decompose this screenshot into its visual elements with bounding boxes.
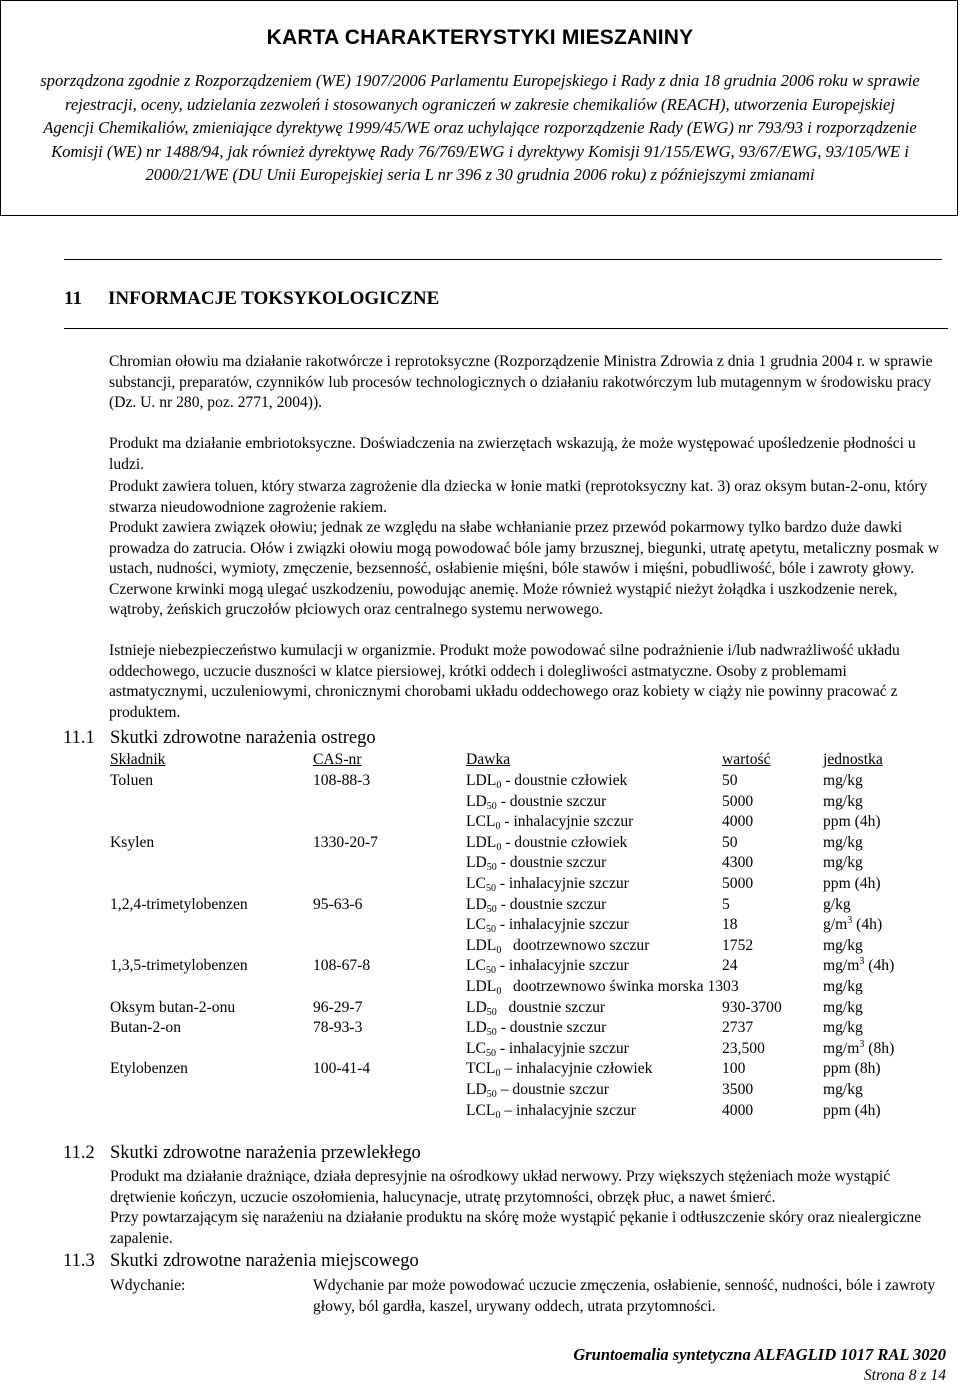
dose-type: LDL — [466, 833, 497, 851]
dose-type: LD — [466, 1019, 487, 1037]
dose-type: LC — [466, 916, 486, 934]
unit-cell — [823, 792, 863, 812]
dose-subscript: 0 — [496, 944, 502, 956]
dose-route: - inhalacyjnie szczur — [500, 813, 634, 831]
unit-cell — [823, 853, 863, 873]
dose-subscript: 50 — [485, 883, 496, 894]
unit-text: ppm (4h) — [823, 875, 881, 892]
subsection-title: Skutki zdrowotne narażenia ostrego — [110, 728, 376, 748]
unit-cell — [823, 833, 863, 853]
section-title: INFORMACJE TOKSYKOLOGICZNE — [108, 288, 440, 309]
cas-cell: 95-63-6 — [313, 895, 363, 913]
dose-route: - doustnie człowiek — [501, 772, 628, 789]
dose-subscript: 0 — [495, 821, 501, 833]
dose-cell — [466, 771, 627, 793]
dose-route: - doustnie szczur — [496, 792, 607, 810]
dose-route: - doustnie człowiek — [501, 833, 628, 851]
dose-subscript: 50 — [485, 924, 496, 936]
dose-route: - doustnie szczur — [496, 854, 607, 872]
dose-cell — [466, 895, 606, 917]
dose-cell — [466, 1080, 609, 1102]
dose-cell — [466, 956, 629, 978]
dose-cell — [466, 936, 649, 958]
unit-cell — [823, 915, 882, 937]
header-value: wartość — [722, 751, 771, 768]
unit-text: ppm (4h) — [823, 813, 881, 831]
unit-text: mg/kg — [823, 1081, 863, 1098]
dose-route: - inhalacyjnie szczur — [495, 875, 629, 892]
value-cell: 4000 — [722, 1101, 754, 1119]
dose-cell — [466, 792, 606, 814]
value-cell: 1752 — [722, 936, 754, 954]
unit-text: g/m — [823, 916, 848, 934]
dose-type: LCL — [466, 813, 496, 831]
unit-duration: (4h) — [864, 957, 895, 975]
dose-type: LDL — [466, 936, 497, 954]
dose-cell — [466, 853, 606, 875]
dose-subscript: 0 — [496, 841, 502, 853]
header-unit: jednostka — [823, 751, 883, 768]
subsection-number: 11.1 — [63, 728, 95, 748]
paragraph-accumulation: Istnieje niebezpieczeństwo kumulacji w organizmie. Produkt może powodować silne podrażnienie i/lub nadwrażliwość układu oddechowego, uczucie duszności w klatce piersiowej, krótki oddech i dolegliwości astmatyczne. Osoby z problemami astmatycznymi, uczuleniowymi, chronicznymi chorobami układu oddechowego oraz kobiety w ciąży nie powinny pracować z produktem. — [109, 642, 900, 721]
dose-type: LD — [466, 998, 487, 1016]
unit-text: mg/kg — [823, 772, 863, 789]
component-cell: Toluen — [110, 772, 154, 789]
dose-type: LD — [466, 854, 487, 872]
header-dose: Dawka — [466, 751, 511, 768]
section-top-rule — [64, 259, 942, 260]
dose-route: - inhalacyjnie szczur — [495, 916, 629, 934]
dose-cell — [466, 1101, 636, 1123]
value-cell: 23,500 — [722, 1039, 765, 1057]
component-cell: 1,3,5-trimetylobenzen — [110, 957, 248, 975]
paragraph-toluene: Produkt zawiera toluen, który stwarza zagrożenie dla dziecka w łonie matki (reprotoksyczny kat. 3) oraz oksym butan-2-onu, który stwarza nieudowodnione zagrożenie rakiem. — [109, 478, 928, 516]
dose-route: – doustnie szczur — [496, 1081, 609, 1098]
dose-subscript: 50 — [485, 965, 496, 977]
dose-cell — [466, 833, 627, 855]
unit-text: mg/m — [823, 957, 860, 975]
unit-cell — [823, 874, 881, 894]
dose-cell — [466, 1039, 629, 1061]
dose-route: – inhalacyjnie szczur — [500, 1101, 636, 1119]
unit-text: mg/kg — [823, 998, 863, 1016]
dose-route: - doustnie szczur — [496, 1019, 607, 1037]
unit-text: mg/kg — [823, 978, 863, 995]
dose-cell — [466, 977, 739, 999]
dose-subscript: 50 — [485, 1047, 496, 1059]
regulation-subtitle: sporządzona zgodnie z Rozporządzeniem (WE) 1907/2006 Parlamentu Europejskiego i Rady z dnia 18 grudnia 2006 roku w sprawie rejestracji, oceny, udzielania zezwoleń i stosowanych ograniczeń w zakresie chemikaliów (REACH), utworzenia Europejskiej Agencji Chemikaliów, zmieniające dyrektywę 1999/45/WE oraz uchylające rozporządzenie Rady (EWG) nr 793/93 i rozporządzenie Komisji (WE) nr 1488/94, jak również dyrektywę Rady 76/769/EWG i dyrektywy Komisji 91/155/EWG, 93/67/EWG, 93/105/WE i 2000/21/WE (DU Unii Europejskiej seria L nr 396 z 30 grudnia 2006 roku) z późniejszymi zmianami — [40, 71, 920, 184]
dose-type: LC — [466, 957, 486, 975]
dose-cell — [466, 1059, 652, 1081]
unit-cell — [823, 977, 863, 997]
paragraph-embryotoxic: Produkt ma działanie embriotoksyczne. Doświadczenia na zwierzętach wskazują, że może występować upośledzenie płodności u ludzi. — [109, 435, 916, 473]
dose-cell — [466, 998, 605, 1020]
unit-cell — [823, 936, 863, 956]
dose-subscript: 50 — [486, 1089, 497, 1100]
dose-type: LD — [466, 792, 487, 810]
cas-cell: 100-41-4 — [313, 1060, 371, 1078]
unit-cell — [823, 812, 881, 832]
document-title: KARTA CHARAKTERYSTYKI MIESZANINY — [266, 26, 694, 49]
dose-type: LDL — [466, 772, 497, 789]
value-cell: 50 — [722, 772, 738, 789]
unit-cell — [823, 1039, 894, 1061]
component-cell: 1,2,4-trimetylobenzen — [110, 895, 248, 913]
footer-product-name: Gruntoemalia syntetyczna ALFAGLID 1017 RAL 3020 — [573, 1345, 946, 1364]
unit-cell — [823, 1059, 881, 1079]
dose-subscript: 50 — [486, 1027, 497, 1039]
header-component: Składnik — [110, 751, 166, 768]
inhalation-label: Wdychanie: — [110, 1277, 186, 1294]
value-cell: 4300 — [722, 854, 754, 872]
unit-superscript: 3 — [859, 1038, 865, 1050]
inhalation-text: Wdychanie par może powodować uczucie zmęczenia, osłabienie, senność, nudności, bóle i zawroty głowy, ból gardła, kaszel, urywany oddech, utrata przytomności. — [313, 1277, 936, 1315]
dose-type: LCL — [466, 1101, 496, 1119]
dose-type: LDL — [466, 978, 497, 995]
dose-subscript: 50 — [486, 800, 497, 812]
unit-text: mg/kg — [823, 833, 863, 851]
dose-subscript: 0 — [495, 1109, 501, 1121]
component-cell: Oksym butan-2-onu — [110, 998, 236, 1016]
dose-subscript: 0 — [496, 986, 502, 997]
dose-type: LD — [466, 895, 487, 913]
header-cas: CAS-nr — [313, 751, 362, 768]
value-cell: 5 — [722, 895, 730, 913]
dose-subscript: 0 — [495, 1068, 501, 1080]
dose-route: - inhalacyjnie szczur — [495, 1039, 629, 1057]
dose-cell — [466, 812, 633, 834]
dose-cell — [466, 874, 629, 896]
unit-text: mg/kg — [823, 936, 863, 954]
unit-text: mg/kg — [823, 1019, 863, 1037]
dose-type: LD — [466, 1081, 487, 1098]
unit-text: mg/kg — [823, 792, 863, 810]
value-cell: 2737 — [722, 1019, 754, 1037]
dose-route: dootrzewnowo świnka morska 1303 — [501, 978, 739, 995]
cas-cell: 78-93-3 — [313, 1019, 363, 1037]
section-number: 11 — [64, 288, 82, 309]
cas-cell: 1330-20-7 — [313, 833, 378, 851]
dose-type: LC — [466, 1039, 486, 1057]
dose-cell — [466, 915, 629, 937]
dose-route: dootrzewnowo szczur — [501, 936, 650, 954]
unit-text: ppm (8h) — [823, 1060, 881, 1078]
paragraph-chronic-effects: Produkt ma działanie drażniące, działa depresyjnie na ośrodkowy układ nerwowy. Przy większych stężeniach może wystąpić drętwienie kończyn, uczucie oszołomienia, halucynacje, utratę przytomności, obrzęk płuc, a nawet śmierć. — [110, 1168, 891, 1206]
dose-type: TCL — [466, 1060, 496, 1078]
unit-text: g/kg — [823, 895, 851, 913]
unit-cell — [823, 1018, 863, 1038]
cas-cell: 108-88-3 — [313, 772, 371, 789]
value-cell: 50 — [722, 833, 738, 851]
dose-route: – inhalacyjnie człowiek — [500, 1060, 653, 1078]
component-cell: Ksylen — [110, 833, 155, 851]
unit-cell — [823, 956, 894, 978]
cas-cell: 96-29-7 — [313, 998, 363, 1016]
paragraph-lead-compounds: Produkt zawiera związek ołowiu; jednak ze względu na słabe wchłanianie przez przewód pokarmowy tylko bardzo duże dawki prowadza do zatrucia. Ołów i związki ołowiu mogą powodować bóle jamy brzusznej, biegunki, utratę apetytu, metaliczny posmak w ustach, nudności, wymioty, zmęczenie, bezsenność, osłabienie mięśni, bóle stawów i mięśni, pobudliwość, bóle i zawroty głowy. Czerwone krwinki mogą ulegać uszkodzeniu, powodując anemię. Może również wystąpić nieżyt żołądka i uszkodzenie nerek, wątroby, żeńskich gruczołów płciowych oraz centralnego systemu nerwowego. — [109, 519, 940, 618]
unit-text: ppm (4h) — [823, 1101, 881, 1119]
unit-cell — [823, 771, 863, 791]
subsection-number: 11.2 — [63, 1143, 95, 1163]
dose-cell — [466, 1018, 606, 1040]
cas-cell: 108-67-8 — [313, 957, 371, 975]
dose-subscript: 50 — [486, 1006, 497, 1018]
unit-text: mg/m — [823, 1039, 860, 1057]
dose-route: - inhalacyjnie szczur — [495, 957, 629, 975]
subsection-number: 11.3 — [63, 1251, 95, 1271]
value-cell: 18 — [722, 916, 738, 934]
unit-superscript: 3 — [847, 915, 853, 927]
value-cell: 24 — [722, 957, 738, 975]
dose-subscript: 50 — [486, 862, 497, 874]
value-cell: 4000 — [722, 813, 754, 831]
value-cell: 3500 — [722, 1081, 754, 1098]
footer-page-number: Strona 8 z 14 — [863, 1367, 946, 1384]
value-cell: 100 — [722, 1060, 746, 1078]
unit-superscript: 3 — [859, 956, 865, 968]
dose-route: doustnie szczur — [496, 998, 606, 1016]
paragraph-lead-chromate: Chromian ołowiu ma działanie rakotwórcze i reprotoksyczne (Rozporządzenie Ministra Zdrowia z dnia 1 grudnia 2004 r. w sprawie substancji, preparatów, czynników lub procesów technologicznych o działaniu rakotwórczym lub mutagennym w środowisku pracy (Dz. U. nr 280, poz. 2771, 2004)). — [109, 353, 933, 411]
unit-duration: (8h) — [864, 1039, 895, 1057]
value-cell: 5000 — [722, 875, 754, 892]
unit-cell — [823, 998, 863, 1018]
unit-cell — [823, 1101, 881, 1121]
dose-subscript: 0 — [496, 780, 502, 791]
value-cell: 930-3700 — [722, 998, 782, 1016]
subsection-title: Skutki zdrowotne narażenia miejscowego — [110, 1251, 419, 1271]
unit-cell — [823, 1080, 863, 1100]
subsection-title: Skutki zdrowotne narażenia przewlekłego — [110, 1143, 421, 1163]
component-cell: Butan-2-on — [110, 1019, 182, 1037]
dose-type: LC — [466, 875, 486, 892]
dose-route: - doustnie szczur — [496, 895, 607, 913]
paragraph-skin-effects: Przy powtarzającym się narażeniu na działanie produktu na skórę może wystąpić pękanie i odtłuszczenie skóry oraz niealergiczne zapalenie. — [110, 1209, 922, 1247]
unit-text: mg/kg — [823, 854, 863, 872]
component-cell: Etylobenzen — [110, 1060, 188, 1078]
unit-duration: (4h) — [852, 916, 883, 934]
dose-subscript: 50 — [486, 903, 497, 915]
section-bottom-rule — [64, 328, 948, 329]
unit-cell — [823, 895, 851, 915]
value-cell: 5000 — [722, 792, 754, 810]
